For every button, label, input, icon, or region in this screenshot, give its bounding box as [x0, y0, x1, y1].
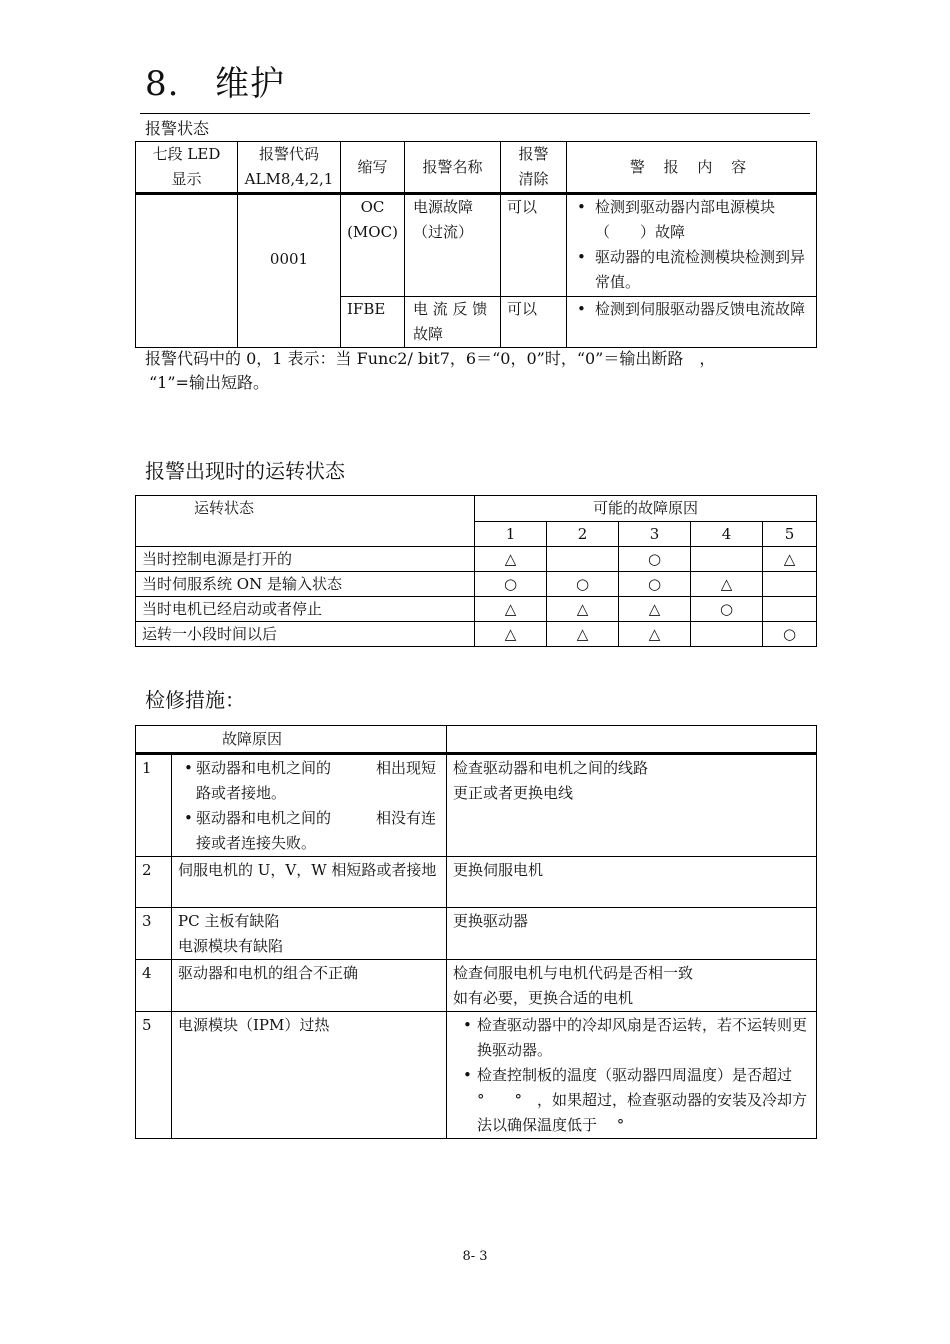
state-cell: 当时电机已经启动或者停止 — [136, 597, 475, 622]
column-header: 运转状态 — [136, 496, 475, 547]
mark-cell: △ — [763, 547, 817, 572]
cause-cell: 伺服电机的 U，V，W 相短路或者接地 — [172, 857, 447, 908]
row-number: 4 — [136, 960, 172, 1012]
repair-table — [135, 725, 823, 1139]
cause-cell — [172, 908, 447, 960]
table-header-row — [136, 726, 817, 754]
alarm-content — [567, 194, 817, 297]
mark-cell — [691, 547, 763, 572]
table-row — [136, 857, 817, 908]
mark-cell — [691, 622, 763, 647]
mark-cell: ○ — [619, 572, 691, 597]
table-row — [136, 908, 817, 960]
mark-cell: △ — [619, 597, 691, 622]
alarm-status-table — [135, 141, 817, 348]
run-status-table — [135, 495, 817, 647]
cause-number: 5 — [763, 522, 817, 547]
action-cell: 更换伺服电机 — [447, 857, 817, 908]
column-header: 故障原因 — [136, 726, 447, 754]
column-header: 警 报 内 容 — [567, 142, 817, 194]
mark-cell: ○ — [763, 622, 817, 647]
alarm-name: 电 流 反 馈 故障 — [405, 297, 501, 348]
run-status-title: 报警出现时的运转状态 — [145, 459, 345, 483]
row-number: 5 — [136, 1012, 172, 1139]
list-item: • 检查控制板的温度（驱动器四周温度）是否超过 ° ° ，如果超过，检查驱动器的安装及冷却方法以确保温度低于 ° — [453, 1063, 810, 1138]
mark-cell — [763, 597, 817, 622]
cause-cell — [172, 754, 447, 857]
list-item: • 驱动器和电机之间的 相没有连接或者连接失败。 — [178, 806, 440, 856]
alarm-code: 0001 — [238, 194, 341, 348]
cause-cell: 驱动器和电机的组合不正确 — [172, 960, 447, 1012]
column-header: 报警代码 ALM8,4,2,1 — [238, 142, 341, 194]
action-cell: 更换驱动器 — [447, 908, 817, 960]
mark-cell — [547, 547, 619, 572]
table-row — [136, 622, 817, 647]
cause-number: 4 — [691, 522, 763, 547]
alarm-clear: 可以 — [501, 194, 567, 297]
action-line: 更正或者更换电线 — [453, 784, 574, 802]
mark-cell: △ — [691, 572, 763, 597]
mark-cell: ○ — [475, 572, 547, 597]
heading-rule — [140, 113, 810, 114]
repair-title: 检修措施： — [145, 688, 245, 712]
list-item: • 驱动器的电流检测模块检测到异常值。 — [573, 245, 810, 295]
column-header: 七段 LED 显示 — [136, 142, 238, 194]
cause-cell: 电源模块（IPM）过热 — [172, 1012, 447, 1139]
note-line: 报警代码中的 0，1 表示：当 Func2/ bit7，6＝“0，0”时，“0”＝输出断路 ， — [145, 349, 716, 368]
section-number: 8. — [145, 64, 180, 104]
table-header-row — [136, 142, 817, 194]
alarm-name: 电源故障（过流） — [405, 194, 501, 297]
table-row — [136, 547, 817, 572]
row-number: 2 — [136, 857, 172, 908]
column-header: 报警 清除 — [501, 142, 567, 194]
mark-cell: △ — [547, 622, 619, 647]
cause-number: 1 — [475, 522, 547, 547]
section-title: 维护 — [215, 64, 285, 104]
cause-line: 电源模块有缺陷 — [178, 937, 284, 955]
column-header: 缩写 — [341, 142, 405, 194]
abbr-cell: IFBE — [341, 297, 405, 348]
section-heading — [145, 56, 285, 105]
note-line: “1”=输出短路。 — [149, 373, 269, 392]
mark-cell: ○ — [691, 597, 763, 622]
mark-cell: △ — [619, 622, 691, 647]
table-row — [136, 597, 817, 622]
row-number: 3 — [136, 908, 172, 960]
column-header: 报警名称 — [405, 142, 501, 194]
alarm-clear: 可以 — [501, 297, 567, 348]
page-number: 8- 3 — [462, 1249, 488, 1264]
action-cell — [447, 1012, 823, 1139]
abbr-cell: OC (MOC) — [341, 194, 405, 297]
table-row — [136, 754, 817, 857]
list-item: • 检测到驱动器内部电源模块（ ）故障 — [573, 195, 810, 245]
list-item: • 检查驱动器中的冷却风扇是否运转，若不运转则更换驱动器。 — [453, 1013, 810, 1063]
action-line: 如有必要，更换合适的电机 — [453, 989, 634, 1007]
alarm-code-note — [145, 347, 810, 395]
mark-cell: △ — [475, 622, 547, 647]
alarm-status-label: 报警状态 — [145, 119, 210, 138]
table-header-row — [136, 496, 817, 522]
action-line: 检查伺服电机与电机代码是否相一致 — [453, 964, 694, 982]
state-cell: 当时控制电源是打开的 — [136, 547, 475, 572]
table-row — [136, 1012, 817, 1139]
mark-cell: △ — [475, 597, 547, 622]
cause-number: 2 — [547, 522, 619, 547]
state-cell: 当时伺服系统 ON 是输入状态 — [136, 572, 475, 597]
list-item: • 检测到伺服驱动器反馈电流故障 — [573, 297, 810, 322]
column-header: 可能的故障原因 — [475, 496, 817, 522]
state-cell: 运转一小段时间以后 — [136, 622, 475, 647]
action-line: 检查驱动器和电机之间的线路 — [453, 759, 649, 777]
mark-cell — [763, 572, 817, 597]
cause-number: 3 — [619, 522, 691, 547]
led-cell — [136, 194, 238, 348]
table-row — [136, 194, 817, 297]
table-row — [136, 572, 817, 597]
mark-cell: ○ — [547, 572, 619, 597]
column-header-empty — [447, 726, 817, 754]
action-cell — [447, 960, 817, 1012]
action-cell — [447, 754, 817, 857]
alarm-content — [567, 297, 817, 348]
mark-cell: △ — [475, 547, 547, 572]
cause-line: PC 主板有缺陷 — [178, 912, 280, 930]
table-row — [136, 960, 817, 1012]
list-item: • 驱动器和电机之间的 相出现短路或者接地。 — [178, 756, 440, 806]
row-number: 1 — [136, 754, 172, 857]
mark-cell: ○ — [619, 547, 691, 572]
mark-cell: △ — [547, 597, 619, 622]
